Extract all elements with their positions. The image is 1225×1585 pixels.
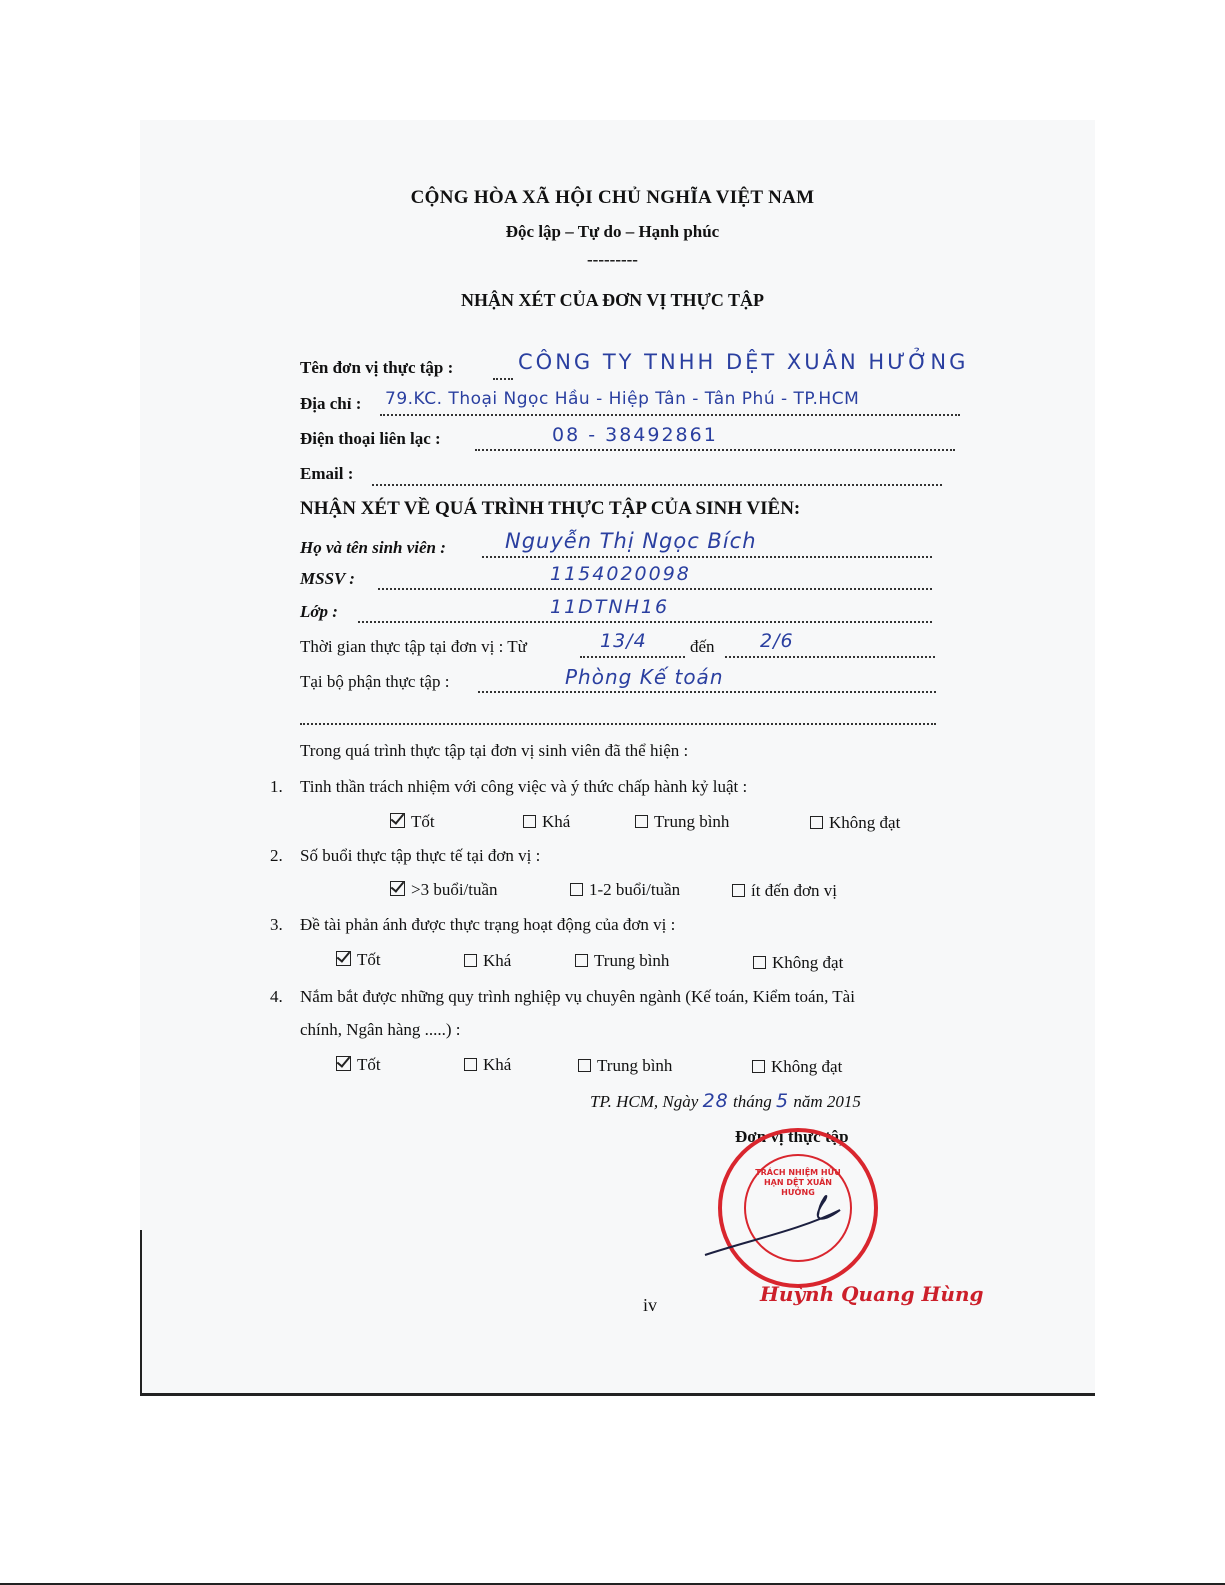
phone-label: Điện thoại liên lạc : (300, 429, 441, 448)
option-fair[interactable] (523, 812, 570, 832)
option-label: Khá (483, 1055, 512, 1074)
option-fail[interactable] (753, 953, 843, 973)
dotted-line (378, 588, 932, 590)
item-number: 1. (270, 777, 283, 796)
email-label: Email : (300, 464, 354, 483)
date-line (590, 1090, 861, 1112)
section-title: NHẬN XÉT VỀ QUÁ TRÌNH THỰC TẬP CỦA SINH VIÊN: (300, 498, 801, 519)
option-more-than-3[interactable] (390, 880, 498, 900)
dotted-line (725, 656, 935, 658)
option-fair[interactable] (464, 1055, 511, 1075)
period-label: Thời gian thực tập tại đơn vị : Từ (300, 637, 527, 656)
checked-box-icon (336, 951, 351, 966)
signer-name: Huỳnh Quang Hùng (760, 1282, 984, 1306)
unit-name-value: CÔNG TY TNHH DỆT XUÂN HƯỞNG (518, 350, 969, 374)
scan-border (140, 1230, 142, 1395)
signer-role: Đơn vị thực tập (735, 1127, 849, 1146)
document-title: NHẬN XÉT CỦA ĐƠN VỊ THỰC TẬP (460, 290, 765, 310)
item-question-continued: chính, Ngân hàng .....) : (300, 1020, 461, 1039)
option-average[interactable] (575, 951, 669, 971)
option-label: Không đạt (829, 813, 901, 832)
option-label: Không đạt (772, 953, 844, 972)
option-average[interactable] (635, 812, 729, 832)
option-label: Tốt (357, 1055, 381, 1074)
checkbox-icon (464, 1058, 477, 1071)
date-year-label: năm (793, 1092, 823, 1111)
dotted-line (482, 556, 932, 558)
period-to-label: đến (690, 637, 715, 656)
option-average[interactable] (578, 1056, 672, 1076)
option-good[interactable] (390, 812, 435, 832)
dotted-line (300, 723, 936, 725)
date-month-label: tháng (733, 1092, 772, 1111)
unit-name-label: Tên đơn vị thực tập : (300, 358, 454, 377)
dotted-line (493, 378, 513, 380)
option-fail[interactable] (752, 1057, 842, 1077)
option-label: ít đến đơn vị (751, 881, 837, 900)
dotted-line (580, 656, 685, 658)
class-label: Lớp : (300, 602, 338, 621)
scan-border (140, 1393, 1095, 1396)
class-value: 11DTNH16 (550, 596, 670, 618)
option-label: Tốt (411, 812, 435, 831)
checkbox-icon (570, 883, 583, 896)
checkbox-icon (752, 1060, 765, 1073)
motto: Độc lập – Tự do – Hạnh phúc (505, 222, 720, 241)
checkbox-icon (635, 815, 648, 828)
nation-title: CỘNG HÒA XÃ HỘI CHỦ NGHĨA VIỆT NAM (410, 187, 815, 208)
item-number: 2. (270, 846, 283, 865)
dotted-line (358, 621, 932, 623)
phone-value: 08 - 38492861 (552, 424, 718, 446)
option-1-2[interactable] (570, 880, 680, 900)
student-id-value: 1154020098 (550, 563, 691, 585)
address-value: 79.KC. Thoại Ngọc Hầu - Hiệp Tân - Tân Phú - TP.HCM (385, 389, 860, 409)
item-question: Số buổi thực tập thực tế tại đơn vị : (300, 846, 541, 865)
item-question: Đề tài phản ánh được thực trạng hoạt động của đơn vị : (300, 915, 676, 934)
option-label: Khá (542, 812, 571, 831)
separator: --------- (587, 250, 638, 269)
item-number: 4. (270, 987, 283, 1006)
date-year: 2015 (826, 1092, 861, 1111)
address-label: Địa chỉ : (300, 394, 362, 413)
stamp-text: TRÁCH NHIỆM HỮU HẠN DỆT XUÂN HƯỞNG (755, 1168, 841, 1197)
item-question: Tinh thần trách nhiệm với công việc và ý thức chấp hành kỷ luật : (300, 777, 748, 796)
option-label: Tốt (357, 950, 381, 969)
period-from-value: 13/4 (600, 630, 647, 652)
dotted-line (475, 449, 955, 451)
dotted-line (372, 484, 942, 486)
option-label: Khá (483, 951, 512, 970)
date-prefix: TP. HCM, Ngày (590, 1092, 699, 1111)
item-question: Nắm bắt được những quy trình nghiệp vụ chuyên ngành (Kế toán, Kiểm toán, Tài (300, 987, 855, 1006)
checkbox-icon (578, 1059, 591, 1072)
option-good[interactable] (336, 950, 381, 970)
student-id-label: MSSV : (300, 569, 355, 588)
date-month: 5 (775, 1090, 790, 1112)
date-day: 28 (702, 1090, 729, 1112)
department-label: Tại bộ phận thực tập : (300, 672, 450, 691)
checked-box-icon (390, 881, 405, 896)
option-label: >3 buổi/tuần (411, 880, 498, 899)
evaluation-intro: Trong quá trình thực tập tại đơn vị sinh viên đã thể hiện : (300, 741, 689, 760)
checkbox-icon (523, 815, 536, 828)
checked-box-icon (336, 1056, 351, 1071)
checked-box-icon (390, 813, 405, 828)
dotted-line (380, 414, 960, 416)
checkbox-icon (575, 954, 588, 967)
option-fair[interactable] (464, 951, 511, 971)
option-rarely[interactable] (732, 881, 837, 901)
option-good[interactable] (336, 1055, 381, 1075)
option-label: Trung bình (594, 951, 670, 970)
signature-icon (700, 1170, 880, 1260)
period-to-value: 2/6 (760, 630, 794, 652)
dotted-line (478, 691, 936, 693)
checkbox-icon (464, 954, 477, 967)
student-name-label: Họ và tên sinh viên : (300, 538, 446, 557)
page-number: iv (643, 1295, 658, 1315)
option-label: Trung bình (654, 812, 730, 831)
option-label: Không đạt (771, 1057, 843, 1076)
option-fail[interactable] (810, 813, 900, 833)
checkbox-icon (753, 956, 766, 969)
option-label: 1-2 buổi/tuần (589, 880, 681, 899)
student-name-value: Nguyễn Thị Ngọc Bích (505, 529, 757, 553)
option-label: Trung bình (597, 1056, 673, 1075)
checkbox-icon (732, 884, 745, 897)
department-value: Phòng Kế toán (565, 665, 724, 689)
checkbox-icon (810, 816, 823, 829)
item-number: 3. (270, 915, 283, 934)
